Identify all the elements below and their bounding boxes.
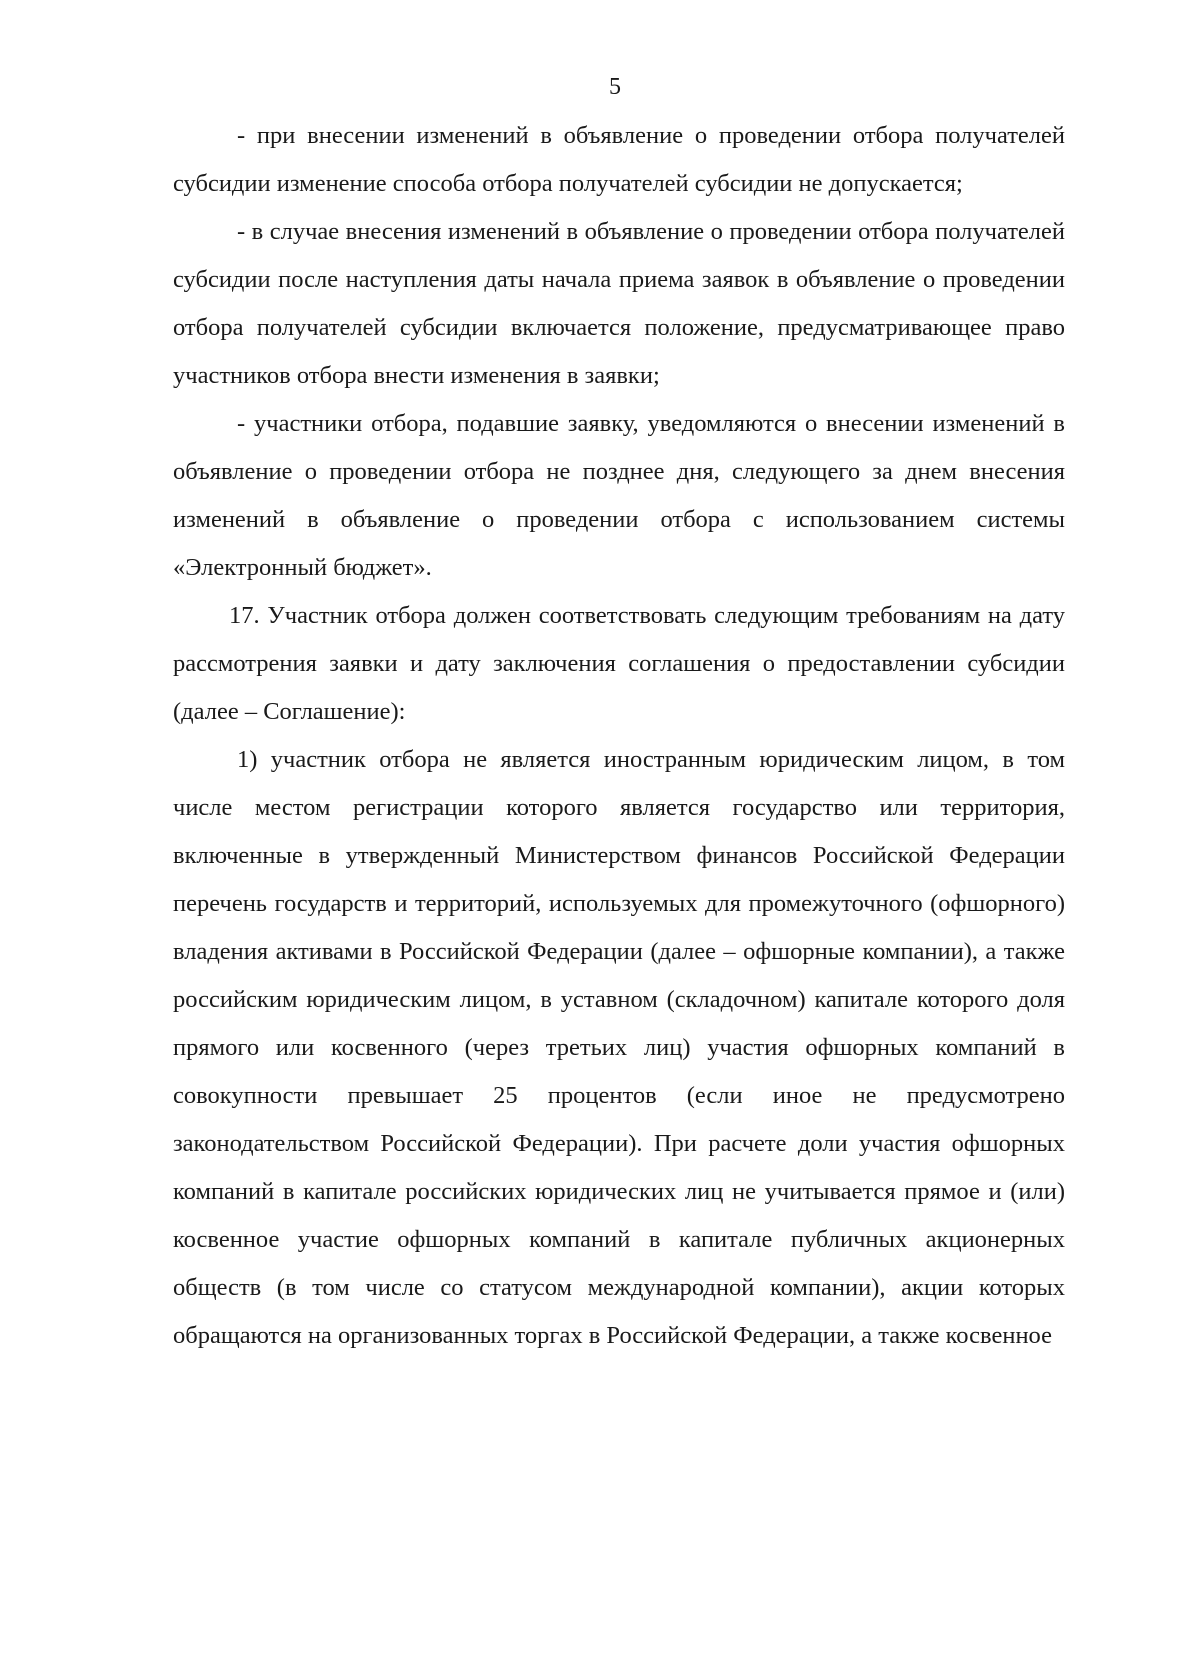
document-body <box>173 112 1065 1360</box>
page-number: 5 <box>609 74 621 100</box>
paragraph-amendment-after-start: - в случае внесения изменений в объявление о проведении отбора получателей субсидии после наступления даты начала приема заявок в объявление о проведении отбора получателей субсидии включается положение, предусматривающее право участников отбора внести изменения в заявки; <box>173 218 1065 389</box>
paragraph-subitem-1-offshore: 1) участник отбора не является иностранным юридическим лицом, в том числе местом регистрации которого является государство или территория, включенные в утвержденный Министерством финансов Российской Федерации перечень государств и территорий, используемых для промежуточного (офшорного) владения активами в Российской Федерации (далее – офшорные компании), а также российским юридическим лицом, в уставном (складочном) капитале которого доля прямого или косвенного (через третьих лиц) участия офшорных компаний в совокупности превышает 25 процентов (если иное не предусмотрено законодательством Российской Федерации). При расчете доли участия офшорных компаний в капитале российских юридических лиц не учитывается прямое и (или) косвенное участие офшорных компаний в капитале публичных акционерных обществ (в том числе со статусом международной компании), акции которых обращаются на организованных торгах в Российской Федерации, а также косвенное <box>173 746 1065 1349</box>
paragraph-amendment-method: - при внесении изменений в объявление о проведении отбора получателей субсидии изменение способа отбора получателей субсидии не допускается; <box>173 122 1065 197</box>
paragraph-participants-notification: - участники отбора, подавшие заявку, уведомляются о внесении изменений в объявление о проведении отбора не позднее дня, следующего за днем внесения изменений в объявление о проведении отбора с использованием системы «Электронный бюджет». <box>173 410 1065 581</box>
paragraph-item-17-requirements: 17. Участник отбора должен соответствовать следующим требованиям на дату рассмотрения заявки и дату заключения соглашения о предоставлении субсидии (далее – Соглашение): <box>173 602 1065 725</box>
